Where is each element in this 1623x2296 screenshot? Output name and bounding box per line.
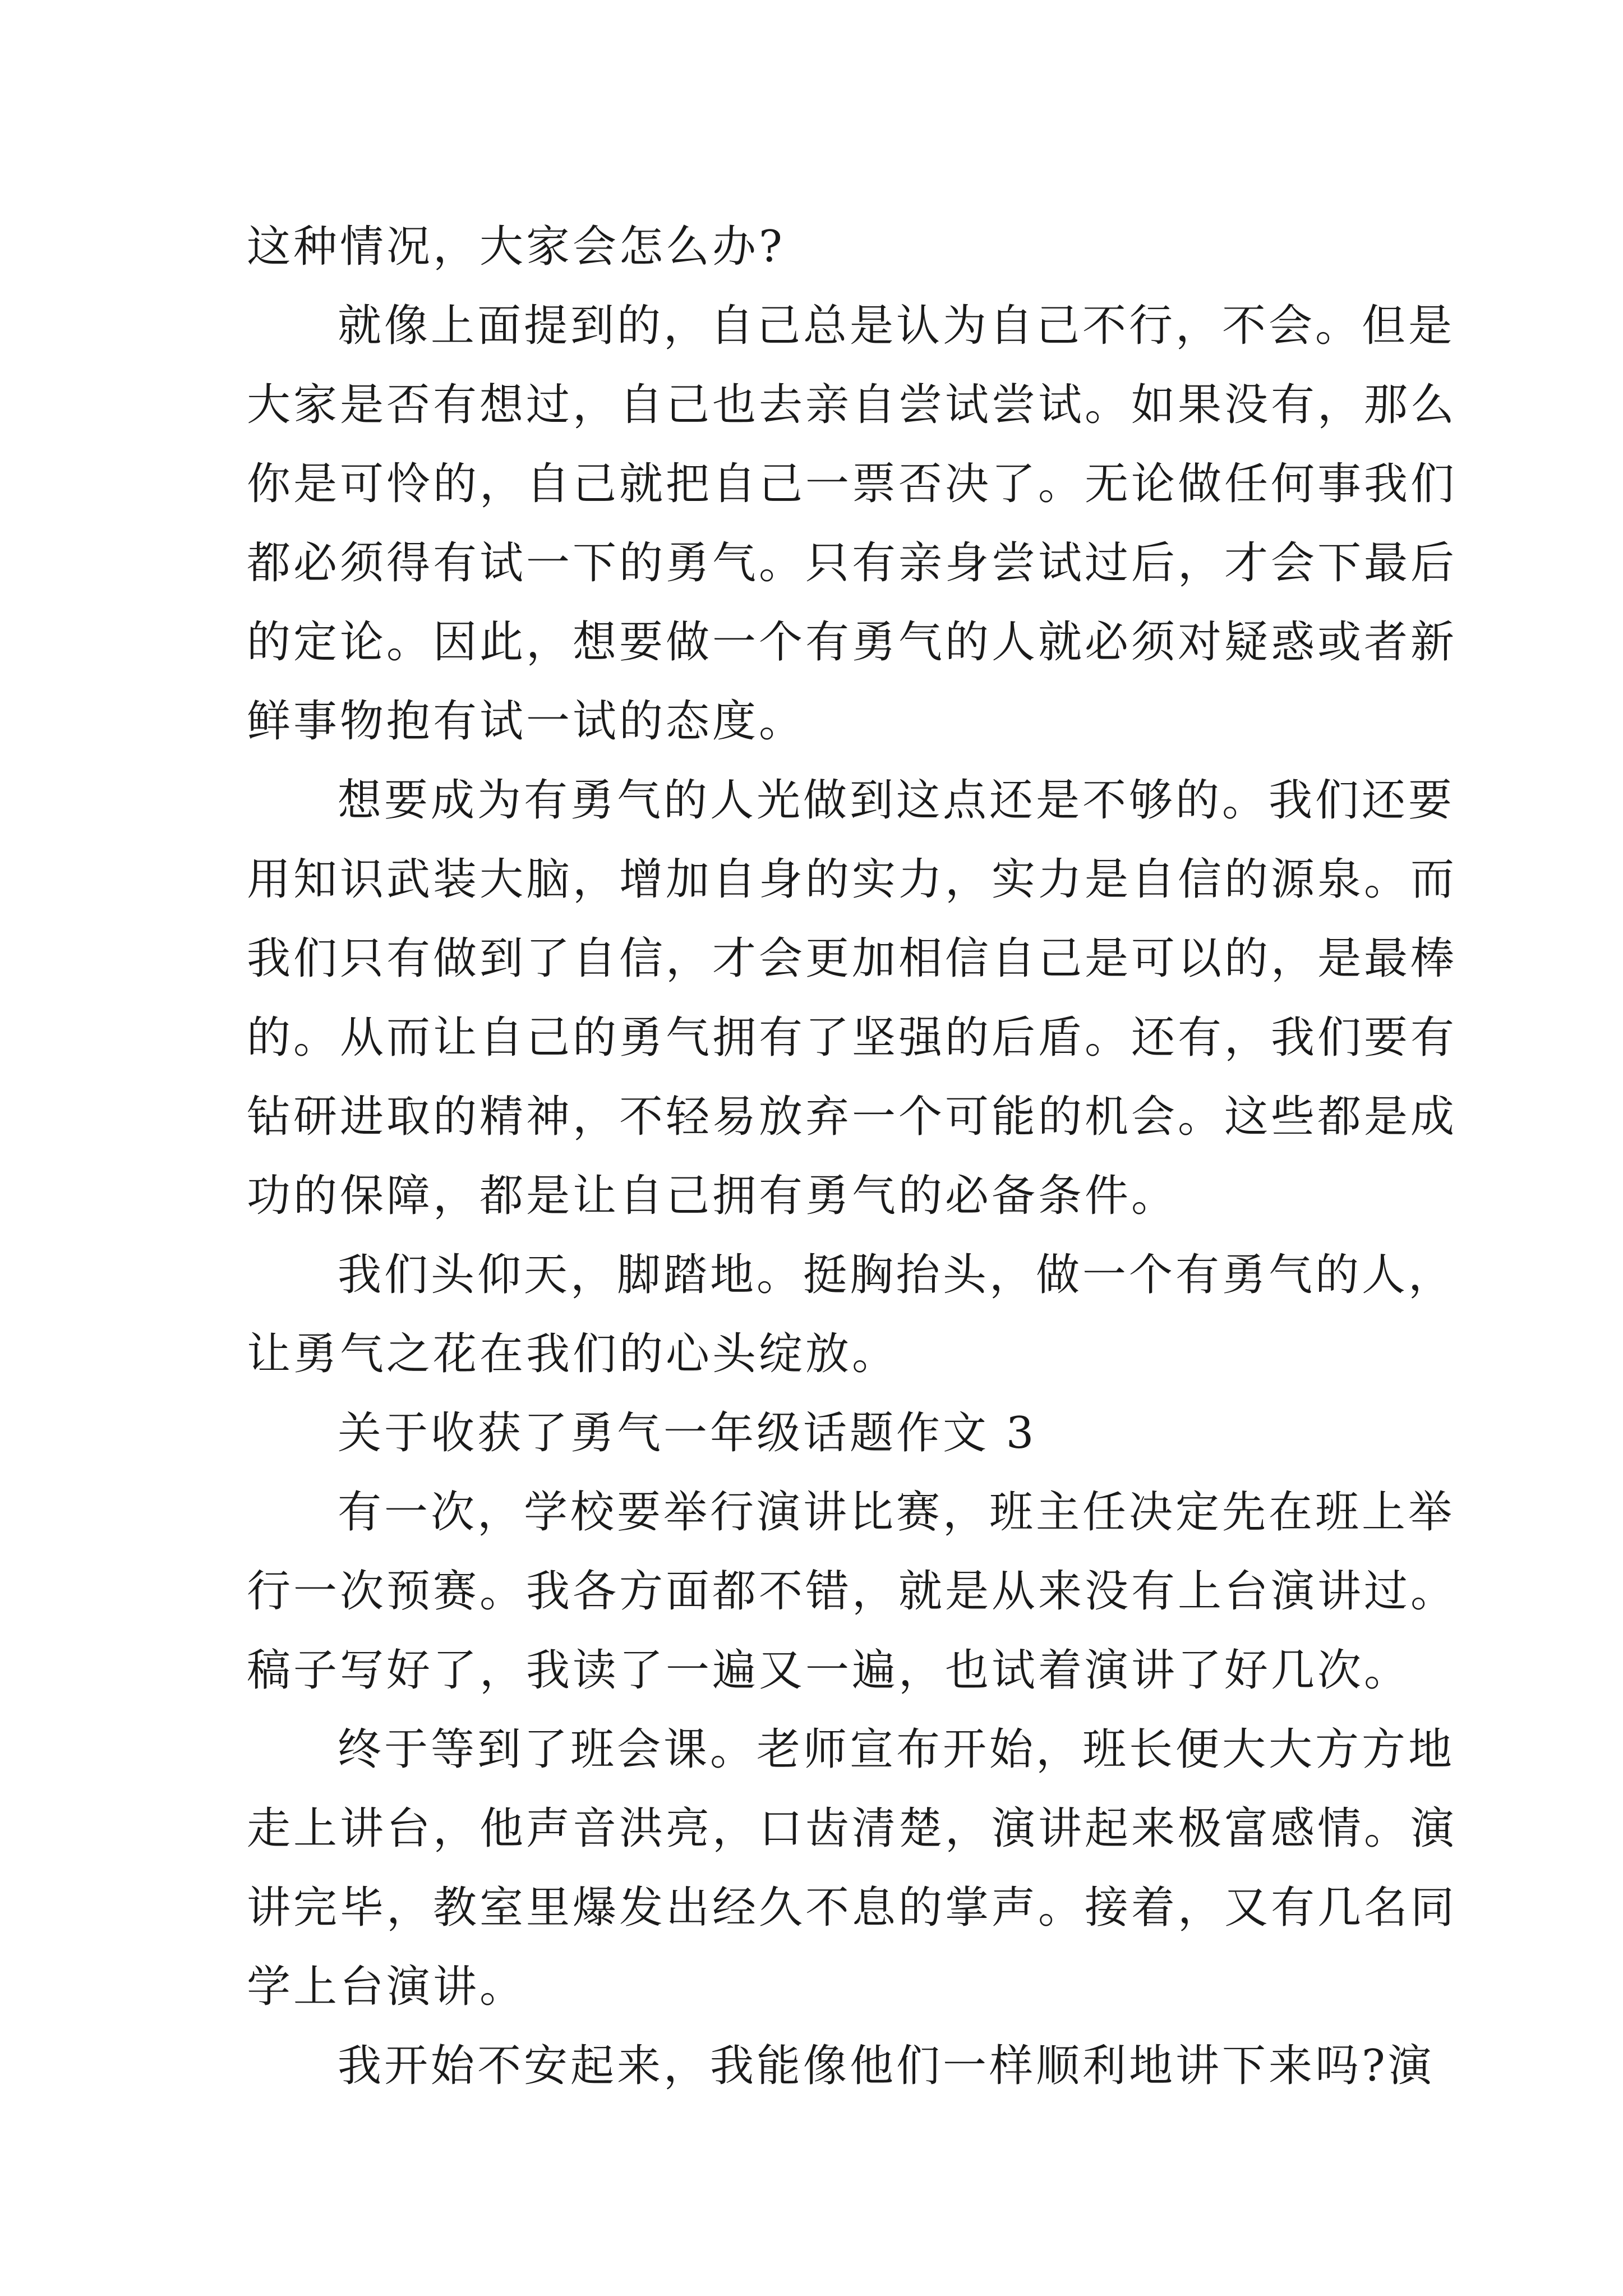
text-line: 的定论。因此，想要做一个有勇气的人就必须对疑惑或者新 xyxy=(247,617,1458,668)
text-line: 行一次预赛。我各方面都不错，就是从来没有上台演讲过。 xyxy=(247,1566,1458,1617)
text-line: 我们只有做到了自信，才会更加相信自己是可以的，是最棒 xyxy=(247,933,1458,984)
document-body xyxy=(247,208,1458,2106)
text-line: 这种情况，大家会怎么办? xyxy=(247,222,785,272)
text-line: 有一次，学校要举行演讲比赛，班主任决定先在班上举 xyxy=(338,1487,1455,1538)
text-line: 稿子写好了，我读了一遍又一遍，也试着演讲了好几次。 xyxy=(247,1645,1411,1696)
text-line: 的。从而让自己的勇气拥有了坚强的后盾。还有，我们要有 xyxy=(247,1013,1458,1063)
text-line: 我开始不安起来，我能像他们一样顺利地讲下来吗?演 xyxy=(338,2041,1435,2091)
text-line: 终于等到了班会课。老师宣布开始，班长便大大方方地 xyxy=(338,1724,1455,1775)
text-line: 我们头仰天，脚踏地。挺胸抬头，做一个有勇气的人， xyxy=(338,1250,1455,1300)
text-line: 关于收获了勇气一年级话题作文 3 xyxy=(338,1408,1037,1458)
text-line: 让勇气之花在我们的心头绽放。 xyxy=(247,1329,899,1379)
text-line: 想要成为有勇气的人光做到这点还是不够的。我们还要 xyxy=(338,775,1455,826)
text-line: 讲完毕，教室里爆发出经久不息的掌声。接着，又有几名同 xyxy=(247,1883,1458,1933)
text-line: 功的保障，都是让自己拥有勇气的必备条件。 xyxy=(247,1171,1178,1221)
text-line: 鲜事物抱有试一试的态度。 xyxy=(247,696,806,747)
text-line: 走上讲台，他声音洪亮，口齿清楚，演讲起来极富感情。演 xyxy=(247,1803,1458,1854)
text-line: 用知识武装大脑，增加自身的实力，实力是自信的源泉。而 xyxy=(247,854,1458,905)
text-line: 就像上面提到的，自己总是认为自己不行，不会。但是 xyxy=(338,301,1455,351)
text-line: 学上台演讲。 xyxy=(247,1962,527,2012)
text-line: 钻研进取的精神，不轻易放弃一个可能的机会。这些都是成 xyxy=(247,1092,1458,1142)
text-line: 都必须得有试一下的勇气。只有亲身尝试过后，才会下最后 xyxy=(247,538,1458,588)
text-line: 大家是否有想过，自己也去亲自尝试尝试。如果没有，那么 xyxy=(247,380,1458,430)
text-line: 你是可怜的，自己就把自己一票否决了。无论做任何事我们 xyxy=(247,459,1458,509)
